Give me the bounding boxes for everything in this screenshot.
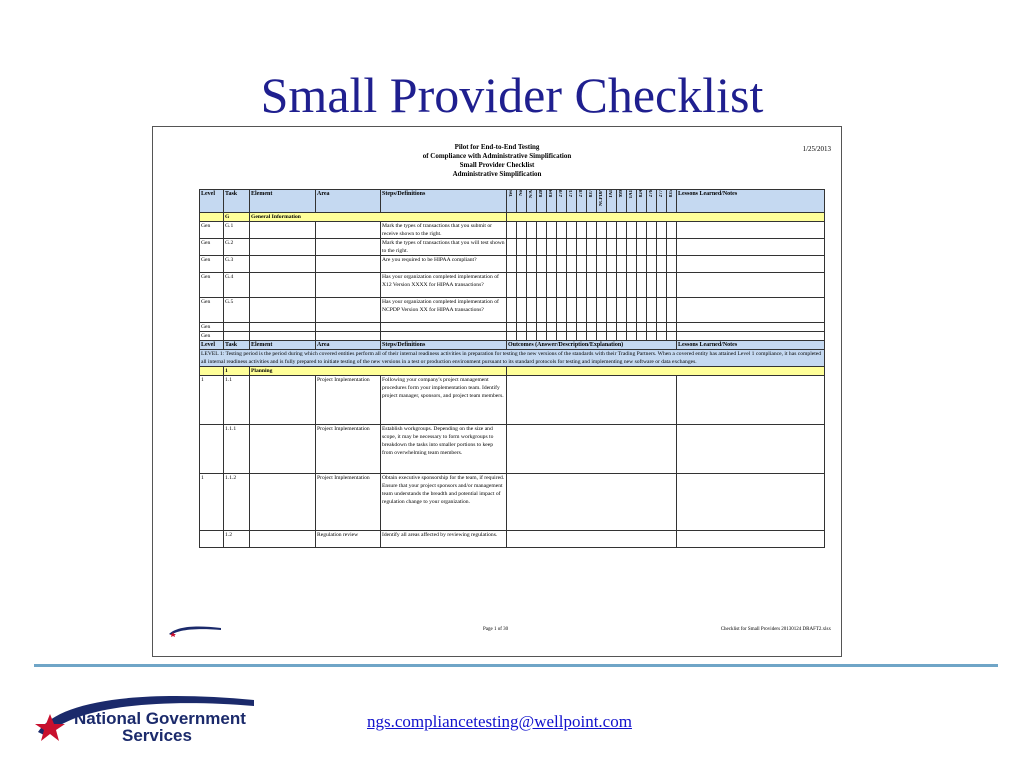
code-checkbox-cell (627, 323, 637, 332)
row-steps: Identify all areas affected by reviewing regulations. (381, 531, 507, 548)
row-steps: Following your company's project management procedures form your implementation team. Identify project manager, sponsors, and project team members. (381, 376, 507, 425)
code-checkbox-cell (567, 239, 577, 256)
code-checkbox-cell (547, 273, 557, 298)
code-checkbox-cell (597, 332, 607, 341)
table-row (200, 376, 825, 425)
code-checkbox-cell (537, 256, 547, 273)
code-checkbox-cell (627, 332, 637, 341)
code-checkbox-cell (627, 239, 637, 256)
row-element (250, 323, 316, 332)
code-checkbox-cell (627, 298, 637, 323)
table-row (200, 531, 825, 548)
code-checkbox-cell (557, 273, 567, 298)
code-checkbox-cell (597, 239, 607, 256)
row-area: Project Implementation (316, 376, 381, 425)
code-checkbox-cell (667, 332, 677, 341)
code-checkbox-cell (607, 323, 617, 332)
code-checkbox-cell (547, 323, 557, 332)
row-element (250, 474, 316, 531)
code-header-label: TA1 (628, 190, 634, 199)
row-outcomes (507, 376, 677, 425)
divider-rule (34, 664, 998, 667)
logo-line1: National Government (74, 709, 246, 728)
code-checkbox-cell (537, 239, 547, 256)
row-element (250, 273, 316, 298)
row-level (200, 425, 224, 474)
code-checkbox-cell (667, 256, 677, 273)
code-checkbox-cell (607, 332, 617, 341)
code-checkbox-cell (607, 273, 617, 298)
code-checkbox-cell (597, 298, 607, 323)
row-level: 1 (200, 376, 224, 425)
code-checkbox-cell (597, 273, 607, 298)
code-checkbox-cell (567, 332, 577, 341)
row-element (250, 531, 316, 548)
code-checkbox-cell (537, 323, 547, 332)
code-checkbox-cell (517, 323, 527, 332)
code-checkbox-cell (577, 256, 587, 273)
code-header-label: 276 (648, 190, 654, 198)
code-checkbox-cell (527, 256, 537, 273)
code-checkbox-cell (517, 332, 527, 341)
row-task: 1.1.1 (224, 425, 250, 474)
header-code (627, 190, 637, 213)
code-checkbox-cell (527, 239, 537, 256)
code-header-label: NCPDP (598, 190, 604, 207)
code-checkbox-cell (647, 298, 657, 323)
header-area: Area (316, 341, 381, 350)
code-checkbox-cell (557, 239, 567, 256)
row-notes (677, 256, 825, 273)
header-code (557, 190, 567, 213)
header-code (537, 190, 547, 213)
row-element (250, 332, 316, 341)
table-row (200, 323, 825, 332)
code-checkbox-cell (617, 239, 627, 256)
code-checkbox-cell (547, 298, 557, 323)
row-steps: Obtain executive sponsorship for the team, if required. Ensure that your project sponsors and/or management team understands the breadth and potential impact of regulation change to your organization. (381, 474, 507, 531)
code-checkbox-cell (637, 298, 647, 323)
code-header-label: 999 (618, 190, 624, 198)
row-steps: Mark the types of transactions that you will test shown to the right. (382, 240, 505, 254)
row-notes (677, 376, 825, 425)
header-area: Area (316, 190, 381, 213)
code-checkbox-cell (517, 298, 527, 323)
code-header-label: 834 (548, 190, 554, 198)
file-name: Checklist for Small Providers 20130124 DRAFT2.xlsx (720, 627, 831, 632)
code-checkbox-cell (627, 273, 637, 298)
row-notes (677, 222, 825, 239)
code-checkbox-cell (607, 256, 617, 273)
band-level (200, 367, 224, 376)
code-header-label: 837 (588, 190, 594, 198)
row-area (316, 332, 381, 341)
code-header-label: 835 (668, 190, 674, 198)
code-checkbox-cell (547, 222, 557, 239)
header-code (667, 190, 677, 213)
row-task: 1.2 (224, 531, 250, 548)
code-checkbox-cell (657, 323, 667, 332)
row-task: G.4 (224, 273, 250, 298)
code-checkbox-cell (617, 222, 627, 239)
table-row (200, 222, 825, 239)
code-checkbox-cell (617, 298, 627, 323)
code-header-label: N/A (528, 190, 534, 199)
code-checkbox-cell (647, 239, 657, 256)
heading-line: Administrative Simplification (452, 170, 542, 178)
code-checkbox-cell (657, 273, 667, 298)
header-code (607, 190, 617, 213)
header-element: Element (250, 190, 316, 213)
code-checkbox-cell (567, 323, 577, 332)
code-checkbox-cell (507, 222, 517, 239)
row-notes (677, 332, 825, 341)
header-code (637, 190, 647, 213)
row-area (316, 298, 381, 323)
header-notes: Lessons Learned/Notes (677, 341, 825, 350)
row-steps (381, 323, 507, 332)
row-level: Gen (200, 239, 224, 256)
ngs-footer-logo (167, 625, 223, 637)
row-notes (677, 474, 825, 531)
row-steps: Are you required to be HIPAA compliant? (381, 256, 507, 273)
row-area (316, 273, 381, 298)
row-steps: Mark the types of transactions that you submit or receive shown to the right. (381, 222, 507, 239)
checklist-table (199, 189, 825, 548)
code-checkbox-cell (667, 239, 677, 256)
code-checkbox-cell (587, 332, 597, 341)
row-steps: Establish workgroups. Depending on the size and scope, it may be necessary to form workgroups to breakdown the tasks into smaller portions to keep from overwhelming team members. (381, 425, 507, 474)
code-checkbox-cell (607, 298, 617, 323)
code-checkbox-cell (647, 323, 657, 332)
header-steps: Steps/Definitions (381, 190, 507, 213)
code-checkbox-cell (507, 323, 517, 332)
code-checkbox-cell (637, 256, 647, 273)
row-area: Project Implementation (316, 474, 381, 531)
row-area (316, 222, 381, 239)
code-checkbox-cell (647, 332, 657, 341)
code-checkbox-cell (517, 256, 527, 273)
row-area (316, 323, 381, 332)
code-checkbox-cell (527, 273, 537, 298)
code-checkbox-cell (587, 323, 597, 332)
row-task: G.5 (224, 298, 250, 323)
section-band-planning (200, 367, 825, 376)
header-code (547, 190, 557, 213)
code-checkbox-cell (567, 273, 577, 298)
code-header-label: 278 (578, 190, 584, 198)
table-row (200, 425, 825, 474)
code-checkbox-cell (577, 222, 587, 239)
code-checkbox-cell (597, 222, 607, 239)
code-checkbox-cell (527, 222, 537, 239)
code-checkbox-cell (507, 256, 517, 273)
code-checkbox-cell (657, 239, 667, 256)
code-header-label: 271 (568, 190, 574, 198)
code-checkbox-cell (617, 323, 627, 332)
logo-line2: Services (122, 726, 192, 745)
row-task: 1.1.2 (224, 474, 250, 531)
code-checkbox-cell (607, 239, 617, 256)
row-notes (677, 239, 825, 256)
heading-line: of Compliance with Administrative Simplification (422, 152, 572, 160)
code-checkbox-cell (647, 273, 657, 298)
code-checkbox-cell (567, 222, 577, 239)
row-element (250, 222, 316, 239)
row-outcomes (507, 531, 677, 548)
code-checkbox-cell (547, 239, 557, 256)
code-checkbox-cell (627, 222, 637, 239)
header-code (507, 190, 517, 213)
ngs-logo (30, 692, 260, 748)
table-row (200, 474, 825, 531)
row-element (250, 376, 316, 425)
code-checkbox-cell (527, 332, 537, 341)
table-row (200, 256, 825, 273)
header-code (517, 190, 527, 213)
code-checkbox-cell (617, 256, 627, 273)
code-checkbox-cell (617, 332, 627, 341)
code-checkbox-cell (567, 256, 577, 273)
row-level (200, 531, 224, 548)
contact-email-link[interactable]: ngs.compliancetesting@wellpoint.com (367, 712, 632, 731)
row-outcomes (507, 425, 677, 474)
header-code (527, 190, 537, 213)
row-task: 1.1 (224, 376, 250, 425)
code-checkbox-cell (557, 222, 567, 239)
code-checkbox-cell (597, 256, 607, 273)
code-checkbox-cell (627, 256, 637, 273)
code-checkbox-cell (587, 222, 597, 239)
row-steps: Has your organization completed implementation of NCPDP Version XX for HIPAA transactions? (381, 298, 507, 323)
row-task: G.3 (224, 256, 250, 273)
header-code (587, 190, 597, 213)
code-checkbox-cell (647, 256, 657, 273)
code-checkbox-cell (507, 273, 517, 298)
band-task: 1 (224, 367, 250, 376)
code-header-label: 820 (538, 190, 544, 198)
code-header-label: No (518, 190, 524, 196)
page-number: Page 1 of 30 (483, 627, 509, 632)
row-level: Gen (200, 323, 224, 332)
row-steps (381, 332, 507, 341)
code-checkbox-cell (637, 332, 647, 341)
document-date: 1/25/2013 (802, 145, 831, 153)
code-checkbox-cell (667, 273, 677, 298)
code-checkbox-cell (557, 298, 567, 323)
code-checkbox-cell (667, 222, 677, 239)
table-header-row (200, 341, 825, 350)
band-task: G (224, 213, 250, 222)
header-code (617, 190, 627, 213)
code-checkbox-cell (557, 332, 567, 341)
code-checkbox-cell (527, 298, 537, 323)
code-checkbox-cell (637, 273, 647, 298)
band-element: General Information (250, 213, 507, 222)
header-code (657, 190, 667, 213)
header-steps: Steps/Definitions (381, 341, 507, 350)
row-level: Gen (200, 332, 224, 341)
code-checkbox-cell (527, 323, 537, 332)
code-header-label: 824 (638, 190, 644, 198)
code-header-label: Yes (508, 190, 514, 197)
band-element: Planning (250, 367, 507, 376)
code-checkbox-cell (587, 298, 597, 323)
row-element (250, 239, 316, 256)
code-checkbox-cell (507, 298, 517, 323)
header-outcomes: Outcomes (Answer/Description/Explanation) (507, 341, 677, 350)
header-code (597, 190, 607, 213)
row-notes (677, 425, 825, 474)
row-element (250, 256, 316, 273)
code-checkbox-cell (587, 256, 597, 273)
level1-description: LEVEL 1: Testing period is the period during which covered entities perform all of their internal readiness activities in preparation for testing the new versions of the standards with their Trading Partners. When a covered entity has attained Level 1 compliance, it has completed all internal readiness activities and is fully prepared to initiate testing of the new versions in a test or production environment pursuant to its standard protocols for testing and implementing new software or data exchanges. (200, 350, 825, 367)
row-level: Gen (200, 256, 224, 273)
band-fill (507, 213, 825, 222)
row-task (224, 332, 250, 341)
code-checkbox-cell (657, 332, 667, 341)
row-area (316, 256, 381, 273)
row-element (250, 425, 316, 474)
heading-line: Pilot for End-to-End Testing (454, 143, 540, 151)
section-band-general (200, 213, 825, 222)
code-checkbox-cell (667, 298, 677, 323)
row-notes (677, 531, 825, 548)
row-steps: Has your organization completed implementation of X12 Version XXXX for HIPAA transactions? (381, 273, 507, 298)
code-checkbox-cell (577, 298, 587, 323)
code-header-label: 270 (558, 190, 564, 198)
header-task: Task (224, 190, 250, 213)
table-row (200, 298, 825, 323)
code-checkbox-cell (637, 323, 647, 332)
header-element: Element (250, 341, 316, 350)
code-checkbox-cell (657, 256, 667, 273)
header-code (567, 190, 577, 213)
header-notes: Lessons Learned/Notes (677, 190, 825, 213)
code-checkbox-cell (537, 298, 547, 323)
row-area: Project Implementation (316, 425, 381, 474)
row-outcomes (507, 474, 677, 531)
header-task: Task (224, 341, 250, 350)
code-checkbox-cell (617, 273, 627, 298)
code-checkbox-cell (597, 323, 607, 332)
code-checkbox-cell (577, 273, 587, 298)
code-checkbox-cell (537, 332, 547, 341)
row-element (250, 298, 316, 323)
row-level: 1 (200, 474, 224, 531)
code-checkbox-cell (517, 239, 527, 256)
code-checkbox-cell (637, 239, 647, 256)
code-checkbox-cell (577, 332, 587, 341)
row-notes (677, 298, 825, 323)
code-checkbox-cell (517, 222, 527, 239)
code-checkbox-cell (537, 222, 547, 239)
heading-line: Small Provider Checklist (459, 161, 535, 169)
table-row (200, 239, 825, 256)
header-code (577, 190, 587, 213)
code-checkbox-cell (557, 323, 567, 332)
header-level: Level (200, 190, 224, 213)
row-level: Gen (200, 222, 224, 239)
code-header-label: 277 (658, 190, 664, 198)
table-header-row (200, 190, 825, 213)
code-checkbox-cell (547, 256, 557, 273)
row-task: G.1 (224, 222, 250, 239)
row-level: Gen (200, 273, 224, 298)
code-checkbox-cell (657, 298, 667, 323)
code-checkbox-cell (637, 222, 647, 239)
code-header-label: TAI (608, 190, 614, 199)
code-checkbox-cell (507, 239, 517, 256)
slide-title: Small Provider Checklist (260, 67, 764, 123)
code-checkbox-cell (517, 273, 527, 298)
code-checkbox-cell (587, 273, 597, 298)
code-checkbox-cell (557, 256, 567, 273)
row-task: G.2 (224, 239, 250, 256)
row-level: Gen (200, 298, 224, 323)
code-checkbox-cell (507, 332, 517, 341)
row-area (316, 239, 381, 256)
code-checkbox-cell (537, 273, 547, 298)
code-checkbox-cell (667, 323, 677, 332)
row-task (224, 323, 250, 332)
code-checkbox-cell (547, 332, 557, 341)
code-checkbox-cell (647, 222, 657, 239)
code-checkbox-cell (587, 239, 597, 256)
document-heading (153, 143, 841, 179)
table-row (200, 273, 825, 298)
band-fill (507, 367, 825, 376)
code-checkbox-cell (607, 222, 617, 239)
code-checkbox-cell (567, 298, 577, 323)
header-level: Level (200, 341, 224, 350)
code-checkbox-cell (577, 323, 587, 332)
checklist-document (152, 126, 842, 657)
code-checkbox-cell (577, 239, 587, 256)
code-checkbox-cell (657, 222, 667, 239)
band-level (200, 213, 224, 222)
row-area: Regulation review (316, 531, 381, 548)
level-description-row (200, 350, 825, 367)
table-row (200, 332, 825, 341)
row-notes (677, 273, 825, 298)
header-code (647, 190, 657, 213)
row-notes (677, 323, 825, 332)
